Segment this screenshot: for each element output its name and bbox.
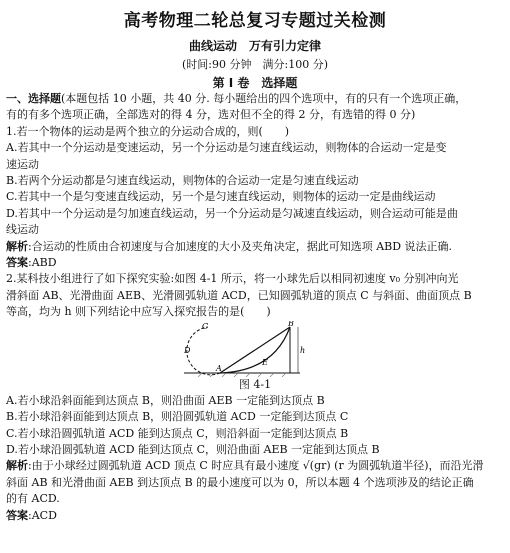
q1-analysis-label: 解析	[6, 239, 28, 253]
exam-meta: (时间:90 分钟 满分:100 分)	[182, 58, 328, 71]
label-e: E	[262, 357, 268, 367]
label-a: A	[216, 363, 222, 373]
q1-option-d-1: D.若其中一个分运动是匀加速直线运动，另一个分运动是匀减速直线运动，则合运动可能是曲	[6, 206, 458, 220]
q1-analysis-text: :合运动的性质由合初速度与合加速度的大小及夹角决定，据此可知选项 ABD 说法正确.	[28, 239, 453, 253]
intro-line-1	[6, 91, 504, 107]
q2-option-d: D.若小球沿圆弧轨道 ACD 能到达顶点 C，则沿曲面 AEB 一定能到达顶点 B	[6, 442, 380, 456]
track-diagram	[182, 321, 312, 377]
q2-analysis-3: 的有 ACD.	[6, 492, 60, 506]
ground-hatch	[198, 373, 286, 377]
figure-caption: 图 4-1	[238, 377, 272, 391]
q1-option-a-1: A.若其中一个分运动是变速运动，另一个分运动是匀速直线运动，则物体的合运动一定是变	[6, 141, 447, 155]
doc-title: 高考物理二轮总复习专题过关检测	[123, 11, 387, 31]
q1-analysis	[6, 239, 504, 255]
q2-analysis-1	[6, 458, 504, 474]
intro-heading: 一、选择题	[6, 92, 61, 105]
q2-stem-3: 等高，均为 h 则下列结论中应写入探究报告的是( )	[6, 305, 271, 319]
intro-line-2: 有的有多个选项正确，全部选对的得 4 分，选对但不全的得 2 分，有选错的得 0 分)	[6, 108, 416, 122]
q2-analysis-label: 解析	[6, 459, 28, 473]
q2-option-a: A.若小球沿斜面能到达顶点 B，则沿曲面 AEB 一定能到达顶点 B	[6, 393, 325, 407]
doc-subtitle: 曲线运动 万有引力定律	[188, 39, 321, 53]
q1-option-d-2: 线运动	[6, 223, 39, 237]
label-d: D	[184, 345, 191, 355]
q2-stem-2: 滑斜面 AB、光滑曲面 AEB、光滑圆弧轨道 ACD，已知圆弧轨道的顶点 C 与斜面、曲面顶点 B	[6, 288, 472, 302]
q1-stem: 1.若一个物体的运动是两个独立的分运动合成的，则( )	[6, 124, 290, 138]
label-c: C	[202, 321, 209, 331]
q1-answer-text: :ABD	[28, 256, 57, 270]
intro-text-1: (本题包括 10 小题，共 40 分. 每小题给出的四个选项中，有的只有一个选项正确，	[61, 92, 467, 105]
q1-answer	[6, 255, 504, 271]
q2-option-c: C.若小球沿圆弧轨道 ACD 能到达顶点 C，则沿斜面一定能到达顶点 B	[6, 426, 349, 440]
figure-4-1	[6, 321, 504, 377]
q2-stem-1: 2.某科技小组进行了如下探究实验:如图 4-1 所示，将一小球先后以相同初速度 v₀ 分别冲向光	[6, 272, 459, 286]
label-b: B	[288, 320, 294, 328]
q2-option-b: B.若小球沿斜面能到达顶点 B，则沿圆弧轨道 ACD 一定能到达顶点 C	[6, 410, 349, 424]
q1-option-b: B.若两个分运动都是匀速直线运动，则物体的合运动一定是匀速直线运动	[6, 174, 359, 188]
q2-analysis-2: 斜面 AB 和光滑曲面 AEB 到达顶点 B 的最小速度可以为 0，所以本题 4 个选项涉及的结论正确	[6, 475, 474, 489]
q1-option-c: C.若其中一个是匀变速直线运动，另一个是匀速直线运动，则物体的运动一定是曲线运动	[6, 190, 436, 204]
q2-answer-label: 答案	[6, 508, 28, 522]
q2-answer	[6, 508, 504, 524]
section-heading: 第 I 卷 选择题	[212, 76, 298, 90]
q2-answer-text: :ACD	[28, 508, 57, 522]
q1-answer-label: 答案	[6, 256, 28, 270]
q1-option-a-2: 速运动	[6, 157, 39, 171]
q2-analysis-text-1: :由于小球经过圆弧轨道 ACD 顶点 C 时应具有最小速度 √(gr) (r 为圆弧轨道半径)，而沿光滑	[28, 459, 484, 473]
label-h: h	[300, 345, 306, 355]
